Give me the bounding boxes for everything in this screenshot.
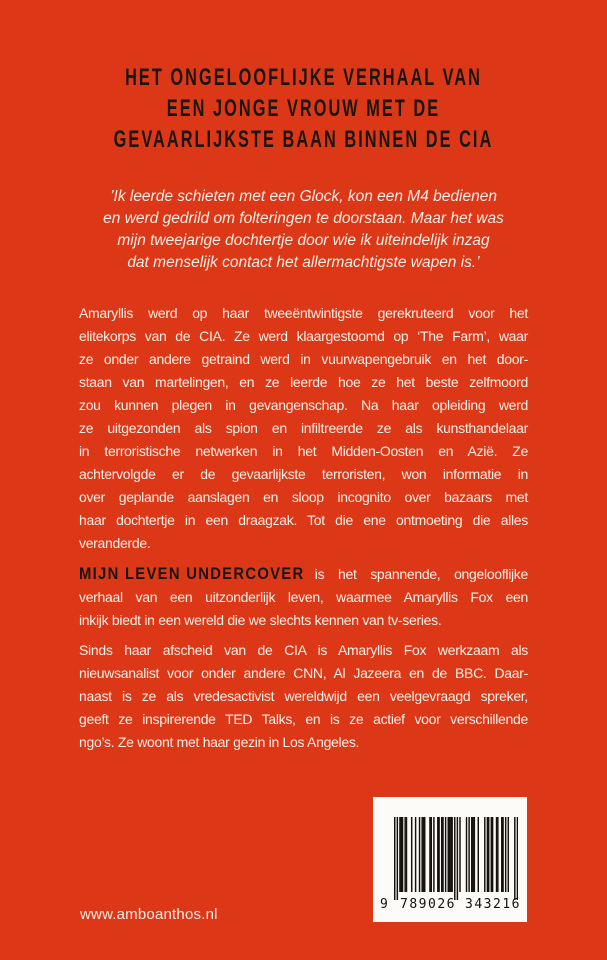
tagline-line: GEVAARLIJKSTE BAAN BINNEN DE CIA [113,126,494,153]
body-line: inkijk biedt in een wereld die we slechts kennen van tv-series. [79,612,442,628]
author-quote [55,186,552,274]
barcode [373,797,527,922]
barcode-digit-group-right: 343216 [465,897,521,912]
publisher-website-link[interactable]: www.amboanthos.nl [80,906,218,923]
synopsis [79,302,528,754]
tagline-line: EEN JONGE VROUW MET DE [166,95,441,122]
barcode-digit-prefix: 9 [380,897,388,912]
quote-line: ’Ik leerde schieten met een Glock, kon een M4 bedienen [110,188,497,205]
body-line: geeft ze inspirerende TED Talks, en is ze actief voor verschillende [79,711,528,727]
body-line-text: is het spannende, ongelooflijke [301,566,528,582]
body-line: ze onder andere getraind werd in vuurwapengebruik en het door- [79,351,528,367]
body-line: zou kunnen plegen in gevangenschap. Na haar opleiding werd [79,397,528,413]
body-line: achtervolgde er de gevaarlijkste terroristen, won informatie in [79,466,528,482]
quote-line: dat menselijk contact het allermachtigste wapen is.’ [127,254,480,271]
barcode-bars [394,817,518,900]
synopsis-paragraph-2 [79,562,528,632]
tagline-line: HET ONGELOOFLIJKE VERHAAL VAN [125,64,482,91]
body-line: verhaal van een uitzonderlijk leven, waarmee Amaryllis Fox een [79,589,528,605]
body-line: elitekorps van de CIA. Ze werd klaargestoomd op ‘The Farm’, waar [79,328,528,344]
quote-line: mijn tweejarige dochtertje door wie ik uiteindelijk inzag [117,232,490,249]
body-line: nieuwsanalist voor onder andere CNN, Al Jazeera en de BBC. Daar- [79,665,528,681]
synopsis-paragraph-1 [79,302,528,555]
quote-line: en werd gedrild om folteringen te doorstaan. Maar het was [103,210,504,227]
book-title-inline: MIJN LEVEN UNDERCOVER [79,564,305,583]
body-line: ngo’s. Ze woont met haar gezin in Los Angeles. [79,734,360,750]
cover-tagline [0,62,607,155]
body-line: haar dochtertje in een draagzak. Tot die ene ontmoeting die alles [79,512,528,528]
body-line [79,562,528,586]
barcode-digit-group-left: 789026 [400,897,456,912]
body-line: Amaryllis werd op haar tweeëntwintigste gerekruteerd voor het [79,305,528,321]
body-line: in terroristische netwerken in het Midden-Oosten en Azië. Ze [79,443,528,459]
body-line: naast is ze als vredesactivist wereldwijd een veelgevraagd spreker, [79,688,528,704]
body-line: staan van martelingen, en ze leerde hoe ze het beste zelfmoord [79,374,528,390]
body-line: ze uitgezonden als spion en infiltreerde ze als kunsthandelaar [79,420,528,436]
body-line: over geplande aanslagen en sloop incognito over bazaars met [79,489,528,505]
body-line: veranderde. [79,535,151,551]
body-line: Sinds haar afscheid van de CIA is Amaryllis Fox werkzaam als [79,642,528,658]
synopsis-paragraph-3 [79,639,528,754]
